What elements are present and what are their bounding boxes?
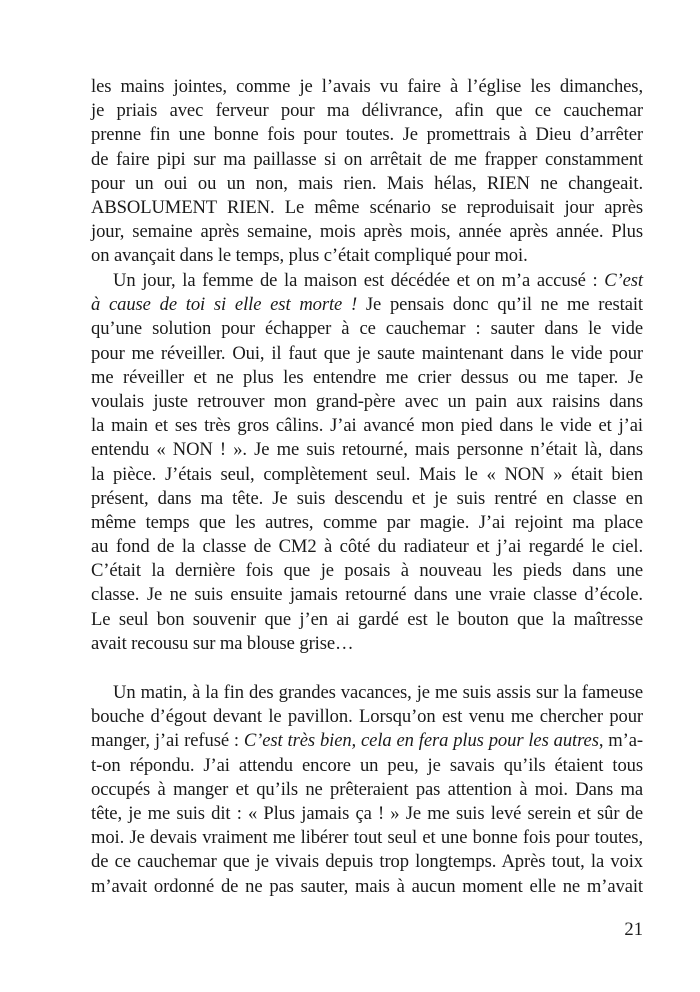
text-line: [91, 438, 643, 462]
page-number: 21: [624, 919, 643, 940]
text-run: Je pensais donc qu’il ne me restait: [357, 294, 643, 316]
text-line: [91, 317, 643, 341]
text-line: [91, 414, 643, 438]
text-run: Le seul bon souvenir que j’en ai gardé est le bouton que la maîtresse: [91, 608, 643, 630]
text-run: la main et ses très gros câlins. J’ai avancé mon pied dans le vide et j’ai: [91, 415, 643, 437]
text-line: [91, 608, 643, 632]
text-line: [91, 559, 643, 583]
paragraph: [91, 269, 643, 656]
text-line: [91, 511, 643, 535]
text-run: on avançait dans le temps, plus c’était compliqué pour moi.: [91, 245, 528, 267]
text-run: bouche d’égout devant le pavillon. Lorsqu’on est venu me chercher pour: [91, 706, 643, 728]
text-run: C’était la dernière fois que je posais à nouveau les pieds dans une: [91, 560, 643, 582]
text-line: [91, 850, 643, 874]
text-line: [91, 99, 643, 123]
text-run: moi. Je devais vraiment me libérer tout seul et une bonne fois pour toutes,: [91, 827, 643, 849]
text-run: présent, dans ma tête. Je suis descendu et je suis rentré en classe en: [91, 487, 643, 509]
paragraph: [91, 75, 643, 269]
text-run: manger, j’ai refusé :: [91, 730, 244, 752]
text-run: Un matin, à la fin des grandes vacances, je me suis assis sur la fameuse: [113, 682, 643, 703]
text-line: [91, 75, 643, 99]
text-run: entendu « NON ! ». Je me suis retourné, mais personne n’était là, dans: [91, 439, 643, 461]
text-line: [91, 535, 643, 559]
text-run: de faire pipi sur ma paillasse si on arrêtait de me frapper constamment: [91, 148, 643, 170]
text-run: me réveiller et ne plus les entendre me crier dessus ou me taper. Je: [91, 366, 643, 388]
text-run: pour un oui ou un non, mais rien. Mais hélas, RIEN ne changeait.: [91, 172, 643, 194]
text-run: t-on répondu. J’ai attendu encore un peu, je savais qu’ils étaient tous: [91, 754, 643, 776]
text-line: [91, 148, 643, 172]
italic-text-run: C’est: [604, 270, 643, 291]
text-run: ABSOLUMENT RIEN. Le même scénario se reproduisait jour après: [91, 196, 643, 218]
text-run: voulais juste retrouver mon grand-père avec un pain aux raisins dans: [91, 390, 643, 412]
text-run: classe. Je ne suis ensuite jamais retourné dans une vraie classe d’école.: [91, 584, 643, 606]
text-line: [91, 293, 643, 317]
text-line: [91, 487, 643, 511]
text-line: [91, 463, 643, 487]
text-line: [91, 826, 643, 850]
text-line: [91, 681, 643, 705]
text-run: occupés à manger et qu’ils ne prêteraient pas attention à moi. Dans ma: [91, 778, 643, 800]
text-run: la pièce. J’étais seul, complètement seul. Mais le « NON » était bien: [91, 463, 643, 485]
text-line: [91, 754, 643, 778]
text-run: , m’a-: [598, 730, 643, 752]
text-run: Un jour, la femme de la maison est décédée et on m’a accusé :: [113, 270, 605, 291]
text-run: pour me réveiller. Oui, il faut que je saute maintenant dans le vide pour: [91, 342, 643, 364]
text-run: je priais avec ferveur pour ma délivrance, afin que ce cauchemar: [91, 100, 643, 122]
text-run: m’avait ordonné de ne pas sauter, mais à aucun moment elle ne m’avait: [91, 875, 643, 897]
text-line: [91, 390, 643, 414]
paragraph: [91, 681, 643, 899]
text-run: prenne fin une bonne fois pour toutes. Je promettrais à Dieu d’arrêter: [91, 124, 643, 146]
italic-text-run: à cause de toi si elle est morte !: [91, 294, 358, 316]
text-run: avait recousu sur ma blouse grise…: [91, 632, 354, 654]
text-line: [91, 778, 643, 802]
text-run: jour, semaine après semaine, mois après mois, année après année. Plus: [91, 221, 643, 243]
text-line: [91, 705, 643, 729]
text-run: au fond de la classe de CM2 à côté du radiateur et j’ai regardé le ciel.: [91, 536, 643, 558]
text-line: [91, 220, 643, 244]
text-run: qu’une solution pour échapper à ce cauchemar : sauter dans le vide: [91, 318, 643, 340]
text-line: [91, 172, 643, 196]
text-line: [91, 342, 643, 366]
text-run: les mains jointes, comme je l’avais vu faire à l’église les dimanches,: [91, 76, 643, 97]
text-run: même temps que les autres, comme par magie. J’ai rejoint ma place: [91, 511, 643, 533]
text-run: tête, je me suis dit : « Plus jamais ça ! » Je me suis levé serein et sûr de: [91, 802, 643, 824]
text-line: [91, 366, 643, 390]
italic-text-run: C’est très bien, cela en fera plus pour les autres: [243, 730, 599, 752]
text-line: [91, 583, 643, 607]
text-line: [91, 632, 643, 656]
text-line: [91, 875, 643, 899]
text-line: [91, 244, 643, 268]
text-line: [91, 123, 643, 147]
text-run: de ce cauchemar que je vivais depuis trop longtemps. Après tout, la voix: [91, 851, 643, 873]
text-line: [91, 802, 643, 826]
text-line: [91, 269, 643, 293]
text-line: [91, 729, 643, 753]
text-line: [91, 196, 643, 220]
